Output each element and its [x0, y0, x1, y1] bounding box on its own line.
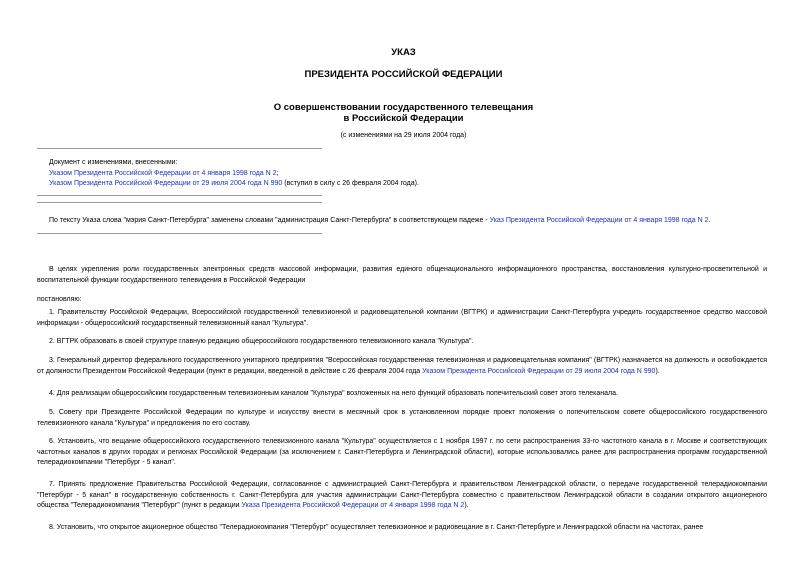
note-suffix: .	[708, 217, 711, 224]
divider	[37, 202, 322, 203]
editions-block	[49, 158, 419, 190]
edition-suffix-2: (вступил в силу с 26 февраля 2004 года).	[282, 180, 419, 187]
clause-7-link-decree-1998[interactable]: Указа Президента Российской Федерации от 4 января 1998 года N 2	[241, 502, 465, 509]
doc-title: УКАЗ	[391, 47, 416, 58]
editions-intro: Документ с изменениями, внесенными:	[49, 159, 178, 166]
clause-2: 2. ВГТРК образовать в своей структуре главную редакцию общероссийского государственного телевизионного канала "Культура".	[49, 338, 474, 345]
clause-1: 1. Правительству Российской Федерации, Всероссийской государственной телевизионной и радиовещательной компании (ВГТРК) и администрации Санкт-Петербурга учредить государственное средство массовой информации - общероссийский государственный телевизионный канал "Культура".	[37, 309, 767, 327]
divider	[37, 233, 322, 234]
resolve-paragraph: постановляю:	[37, 296, 82, 303]
note-text: По тексту Указа слова "мэрия Санкт-Петербурга" заменены словами "администрация Санкт-Петербурга" в соответствующем падеже -	[49, 217, 490, 224]
note-link-decree-1998[interactable]: Указ Президента Российской Федерации от 4 января 1998 года N 2	[489, 217, 709, 224]
doc-subject-line-2: в Российской Федерации	[343, 113, 464, 124]
divider	[37, 195, 322, 196]
clause-7-suffix: ).	[464, 502, 469, 509]
clause-8: 8. Установить, что открытое акционерное общество "Телерадиокомпания "Петербург" осуществляет телевизионное и радиовещание в г. Санкт-Петербурге и Ленинградской области на частотах, ранее	[49, 524, 704, 531]
replacement-note	[37, 216, 767, 227]
clause-3	[37, 356, 767, 377]
edition-line-2	[49, 179, 419, 190]
doc-subject-line-1: О совершенствовании государственного телевещания	[273, 102, 534, 113]
edition-line-1	[49, 169, 419, 180]
preamble-paragraph: В целях укрепления роли государственных электронных средств массовой информации, развития единого общенационального информационного пространства, восстановления культурно-просветительной и воспитательной функции государственного телевидения в Российской Федерации	[37, 266, 767, 284]
divider	[37, 148, 322, 149]
clause-7-text: 7. Принять предложение Правительства Российской Федерации, согласованное с администрацией Санкт-Петербурга и правительством Ленинградской области, о передаче государственной телерадиокомпании "Петербург - 5 канал" в государственную собственность г. Санкт-Петербурга для участия администрации Санкт-Петербурга совместно с правительством Ленинградской области в создании открытого акционерного общества "Телерадиокомпания "Петербург" (пункт в редакции	[37, 481, 767, 509]
edition-suffix-1: ;	[276, 169, 279, 177]
edition-link-decree-1998[interactable]: Указом Президента Российской Федерации от 4 января 1998 года N 2	[49, 169, 277, 177]
doc-issuer: ПРЕЗИДЕНТА РОССИЙСКОЙ ФЕДЕРАЦИИ	[304, 69, 503, 80]
clause-3-text: 3. Генеральный директор федерального государственного унитарного предприятия "Всероссийская государственная телевизионная и радиовещательная компания" (ВГТРК) назначается на должность и освобождается от должности Президентом Российской Федерации (пункт в редакции, введенной в действие с 26 февраля 2004 года	[37, 357, 767, 375]
clause-3-suffix: ).	[655, 367, 660, 375]
clause-7	[37, 480, 767, 512]
clause-3-link-decree-2004[interactable]: Указом Президента Российской Федерации от 29 июля 2004 года N 990	[422, 367, 656, 375]
clause-5: 5. Совету при Президенте Российской Федерации по культуре и искусству внести в месячный срок в установленном порядке проект положения о попечительском совете общероссийского государственного телевизионного канала "Культура" и предложения по его составу.	[37, 409, 767, 427]
clause-6: 6. Установить, что вещание общероссийского государственного телевизионного канала "Культура" осуществляется с 1 ноября 1997 г. по сети распространения 33-го частотного канала в г. Москве и соответствующих частотных каналов в других городах и регионах Российской Федерации (за исключением г. Санкт-Петербурга и Ленинградской области), которые использовались ранее для распространения программ государственной телерадиокомпании "Петербург - 5 канал".	[37, 438, 767, 466]
clause-4: 4. Для реализации общероссийским государственным телевизионным каналом "Культура" возложенных на него функций образовать попечительский совет этого телеканала.	[49, 390, 618, 397]
changes-note: (с изменениями на 29 июля 2004 года)	[340, 132, 467, 139]
edition-link-decree-2004[interactable]: Указом Президента Российской Федерации от 29 июля 2004 года N 990	[49, 180, 283, 187]
